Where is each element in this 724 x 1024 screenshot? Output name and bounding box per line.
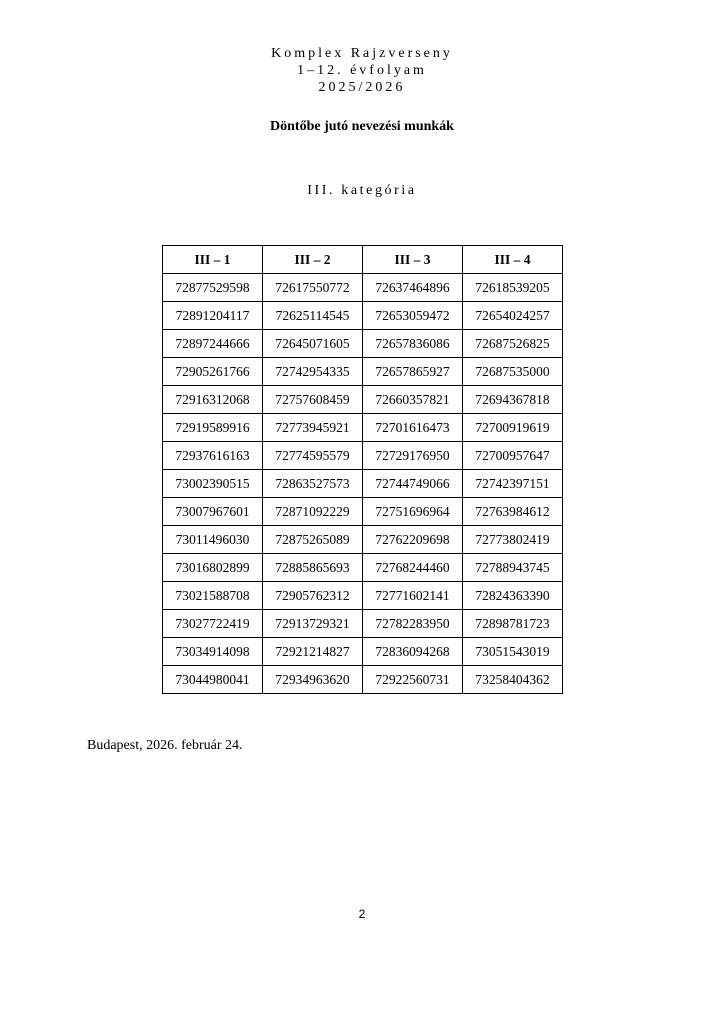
table-cell: 72774595579 (263, 442, 363, 470)
column-header: III – 4 (463, 246, 563, 274)
table-cell: 72700957647 (463, 442, 563, 470)
table-cell: 72937616163 (163, 442, 263, 470)
table-cell: 72875265089 (263, 526, 363, 554)
grade-range: 1–12. évfolyam (297, 63, 427, 78)
table-cell: 73007967601 (163, 498, 263, 526)
table-row (163, 582, 563, 610)
table-row (163, 498, 563, 526)
table-cell: 72618539205 (463, 274, 563, 302)
table-cell: 72771602141 (363, 582, 463, 610)
table-cell: 72687535000 (463, 358, 563, 386)
table-cell: 72824363390 (463, 582, 563, 610)
table-cell: 72763984612 (463, 498, 563, 526)
table-cell: 72916312068 (163, 386, 263, 414)
table-cell: 72744749066 (363, 470, 463, 498)
table-cell: 72891204117 (163, 302, 263, 330)
competition-name: Komplex Rajzverseny (271, 46, 453, 61)
table-cell: 72694367818 (463, 386, 563, 414)
table-row (163, 470, 563, 498)
table-cell: 72773945921 (263, 414, 363, 442)
table-cell: 72863527573 (263, 470, 363, 498)
school-year: 2025/2026 (318, 80, 406, 95)
table-row (163, 554, 563, 582)
table-cell: 73027722419 (163, 610, 263, 638)
document-title: Döntőbe jutó nevezési munkák (270, 119, 454, 134)
table-cell: 72660357821 (363, 386, 463, 414)
table-cell: 72762209698 (363, 526, 463, 554)
table-cell: 73021588708 (163, 582, 263, 610)
table-row (163, 330, 563, 358)
table-cell: 72657836086 (363, 330, 463, 358)
table-row (163, 442, 563, 470)
table-cell: 73051543019 (463, 638, 563, 666)
table-row (163, 610, 563, 638)
place-and-date: Budapest, 2026. február 24. (87, 738, 243, 753)
column-header: III – 3 (363, 246, 463, 274)
table-cell: 73044980041 (163, 666, 263, 694)
table-cell: 72913729321 (263, 610, 363, 638)
table-cell: 72782283950 (363, 610, 463, 638)
table-cell: 73011496030 (163, 526, 263, 554)
column-header: III – 2 (263, 246, 363, 274)
table-row (163, 274, 563, 302)
table-cell: 72729176950 (363, 442, 463, 470)
table-cell: 72773802419 (463, 526, 563, 554)
table-cell: 72757608459 (263, 386, 363, 414)
table-cell: 72905762312 (263, 582, 363, 610)
table-cell: 72871092229 (263, 498, 363, 526)
page-number: 2 (358, 907, 366, 921)
table-cell: 72657865927 (363, 358, 463, 386)
table-row (163, 526, 563, 554)
table-cell: 72654024257 (463, 302, 563, 330)
table-cell: 72625114545 (263, 302, 363, 330)
table-cell: 73002390515 (163, 470, 263, 498)
table-cell: 72905261766 (163, 358, 263, 386)
table-cell: 72768244460 (363, 554, 463, 582)
table-cell: 72645071605 (263, 330, 363, 358)
table-row (163, 386, 563, 414)
table-cell: 72788943745 (463, 554, 563, 582)
table-cell: 72897244666 (163, 330, 263, 358)
table-cell: 72637464896 (363, 274, 463, 302)
table-row (163, 638, 563, 666)
table-cell: 72919589916 (163, 414, 263, 442)
table-row (163, 302, 563, 330)
table-cell: 73016802899 (163, 554, 263, 582)
finalists-table (162, 245, 563, 694)
table-cell: 72701616473 (363, 414, 463, 442)
table-cell: 72836094268 (363, 638, 463, 666)
table-cell: 72653059472 (363, 302, 463, 330)
table-row (163, 414, 563, 442)
table-cell: 72934963620 (263, 666, 363, 694)
category-heading: III. kategória (307, 183, 417, 198)
table-header-row (163, 246, 563, 274)
table-cell: 73034914098 (163, 638, 263, 666)
table-cell: 72921214827 (263, 638, 363, 666)
table-cell: 73258404362 (463, 666, 563, 694)
table-cell: 72617550772 (263, 274, 363, 302)
table-row (163, 358, 563, 386)
table-cell: 72877529598 (163, 274, 263, 302)
table-cell: 72687526825 (463, 330, 563, 358)
table-cell: 72751696964 (363, 498, 463, 526)
table-cell: 72742397151 (463, 470, 563, 498)
table-cell: 72700919619 (463, 414, 563, 442)
table-cell: 72898781723 (463, 610, 563, 638)
table-cell: 72922560731 (363, 666, 463, 694)
table-cell: 72885865693 (263, 554, 363, 582)
table-cell: 72742954335 (263, 358, 363, 386)
column-header: III – 1 (163, 246, 263, 274)
table-row (163, 666, 563, 694)
table-body (163, 274, 563, 694)
